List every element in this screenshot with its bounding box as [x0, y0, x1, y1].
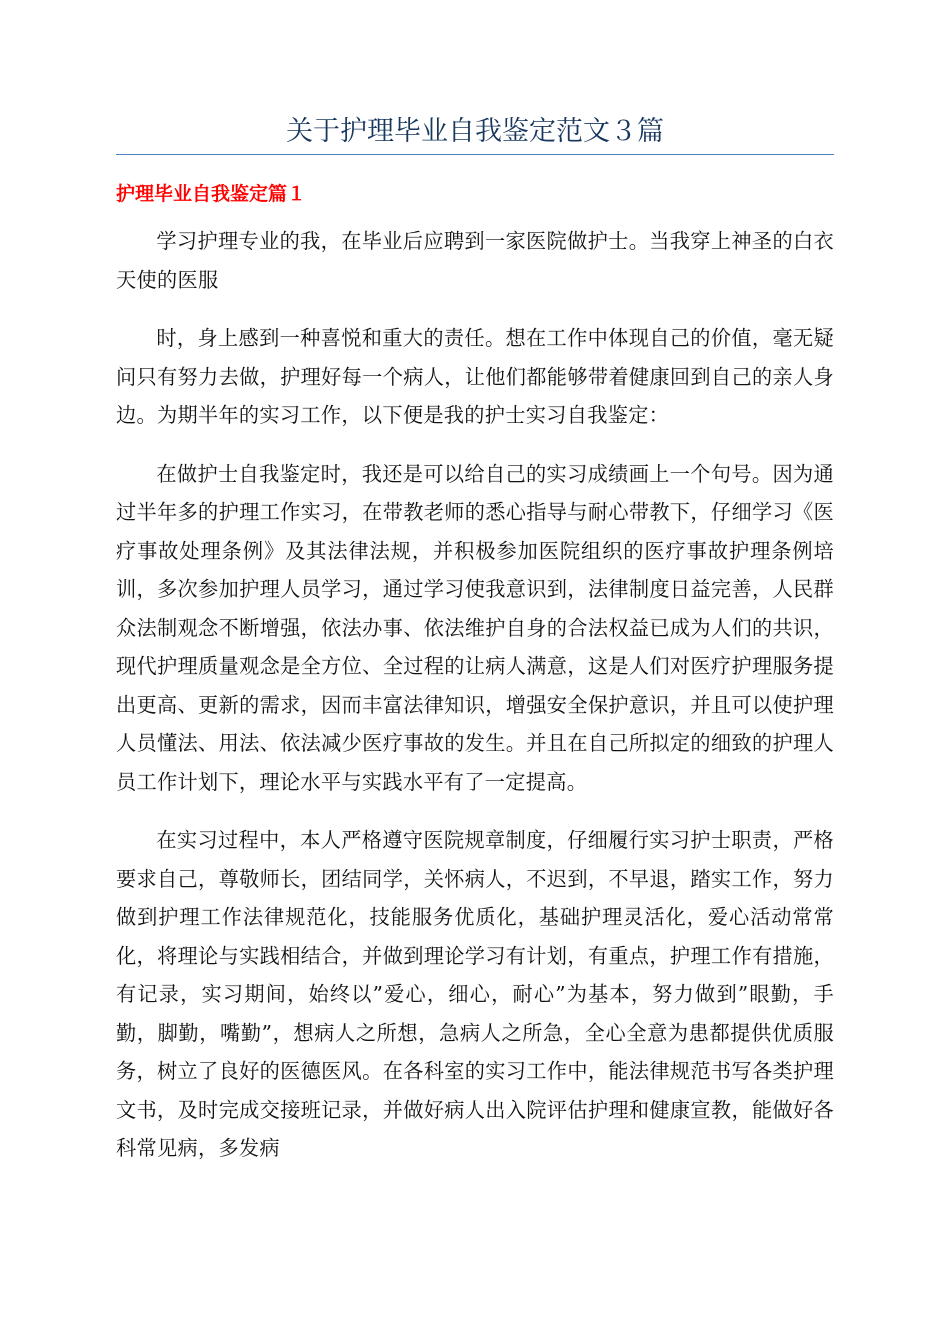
section-heading: 护理毕业自我鉴定篇１: [116, 183, 307, 205]
paragraph-4: 在实习过程中，本人严格遵守医院规章制度，仔细履行实习护士职责，严格要求自己，尊敬师长，团结同学，关怀病人，不迟到，不早退，踏实工作，努力做到护理工作法律规范化，技能服务优质化，基础护理灵活化，爱心活动常常化，将理论与实践相结合，并做到理论学习有计划，有重点，护理工作有措施，有记录，实习期间，始终以”爱心，细心，耐心”为基本，努力做到”眼勤，手勤，脚勤，嘴勤”，想病人之所想，急病人之所急，全心全意为患都提供优质服务，树立了良好的医德医风。在各科室的实习工作中，能法律规范书写各类护理文书，及时完成交接班记录，并做好病人出入院评估护理和健康宣教，能做好各科常见病，多发病: [116, 828, 834, 1160]
paragraph-2: 时，身上感到一种喜悦和重大的责任。想在工作中体现自己的价值，毫无疑问只有努力去做，护理好每一个病人，让他们都能够带着健康回到自己的亲人身边。为期半年的实习工作，以下便是我的护士实习自我鉴定：: [116, 326, 834, 427]
paragraph-3: 在做护士自我鉴定时，我还是可以给自己的实习成绩画上一个句号。因为通过半年多的护理工作实习，在带教老师的悉心指导与耐心带教下，仔细学习《医疗事故处理条例》及其法律法规，并积极参加医院组织的医疗事故护理条例培训，多次参加护理人员学习，通过学习使我意识到，法律制度日益完善，人民群众法制观念不断增强，依法办事、依法维护自身的合法权益已成为人们的共识，现代护理质量观念是全方位、全过程的让病人满意，这是人们对医疗护理服务提出更高、更新的需求，因而丰富法律知识，增强安全保护意识，并且可以使护理人员懂法、用法、依法减少医疗事故的发生。并且在自己所拟定的细致的护理人员工作计划下，理论水平与实践水平有了一定提高。: [116, 461, 834, 794]
paragraph-1: 学习护理专业的我，在毕业后应聘到一家医院做护士。当我穿上神圣的白衣天使的医服: [116, 229, 834, 292]
document-title: 关于护理毕业自我鉴定范文３篇: [286, 116, 664, 147]
document-body: [116, 222, 834, 1188]
title-divider: [116, 154, 834, 155]
